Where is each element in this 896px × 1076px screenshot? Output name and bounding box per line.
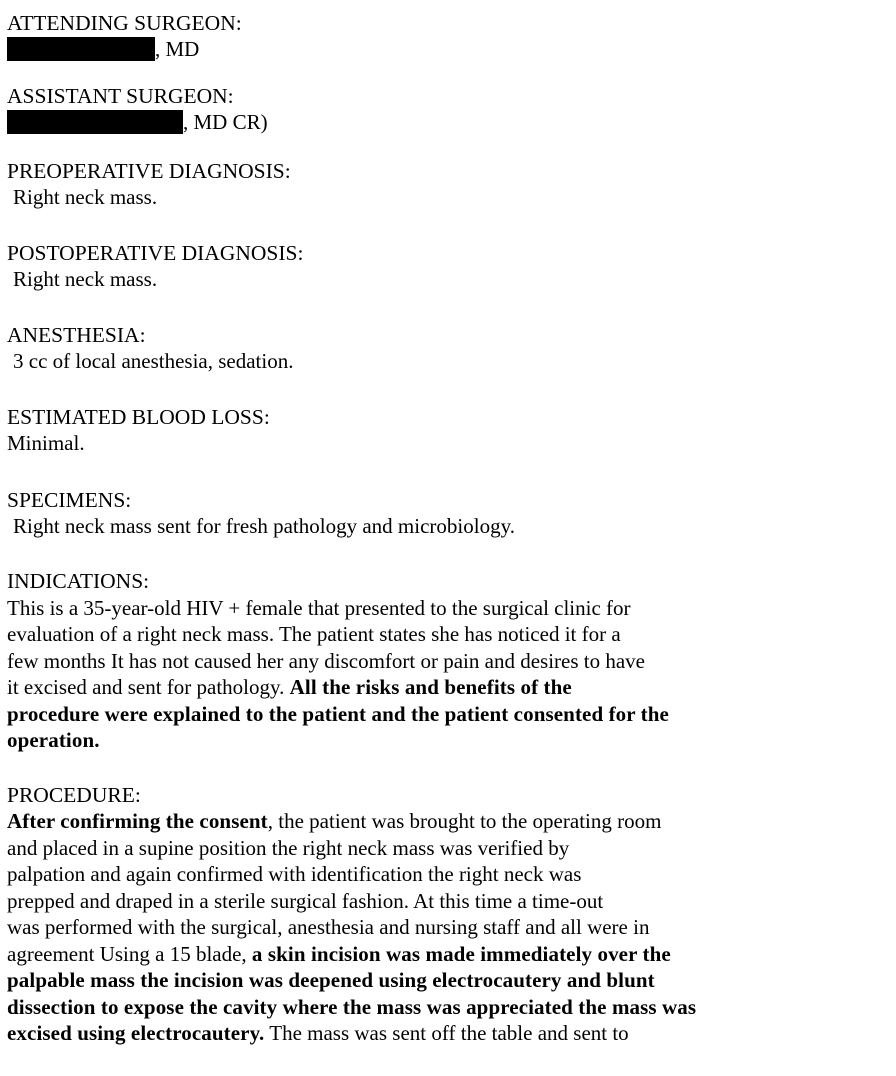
anesthesia-heading: ANESTHESIA:: [7, 323, 146, 347]
indications-line: [7, 674, 891, 701]
procedure-line-text: The mass was sent off the table and sent to: [264, 1021, 629, 1045]
postoperative-diagnosis-heading: POSTOPERATIVE DIAGNOSIS:: [7, 241, 304, 265]
procedure-line: [7, 941, 891, 968]
preoperative-diagnosis-heading: PREOPERATIVE DIAGNOSIS:: [7, 159, 291, 183]
indications-line: few months It has not caused her any discomfort or pain and desires to have: [7, 648, 645, 673]
procedure-bold-text: After confirming the consent: [7, 809, 268, 833]
attending-surgeon-suffix: , MD: [155, 37, 200, 61]
assistant-surgeon-heading: ASSISTANT SURGEON:: [7, 84, 234, 108]
specimens-text: Right neck mass sent for fresh pathology and microbiology.: [13, 514, 515, 538]
procedure-section: [7, 782, 891, 1047]
preoperative-diagnosis-text: Right neck mass.: [13, 185, 158, 209]
indications-section: [7, 568, 891, 754]
procedure-line: was performed with the surgical, anesthesia and nursing staff and all were in: [7, 915, 650, 939]
postoperative-diagnosis-section: [7, 240, 891, 292]
indications-line: evaluation of a right neck mass. The patient states she has noticed it for a: [7, 622, 621, 646]
assistant-surgeon-name: [7, 109, 891, 135]
procedure-bold-line: dissection to expose the cavity where the mass was appreciated the mass was: [7, 994, 697, 1019]
attending-surgeon-name: [7, 36, 891, 62]
assistant-surgeon-suffix: , MD CR): [183, 110, 268, 134]
specimens-section: [7, 487, 891, 539]
specimens-heading: SPECIMENS:: [7, 488, 132, 512]
procedure-heading: PROCEDURE:: [7, 782, 141, 807]
estimated-blood-loss-heading: ESTIMATED BLOOD LOSS:: [7, 405, 270, 429]
estimated-blood-loss-section: [7, 404, 891, 456]
indications-line-text: it excised and sent for pathology.: [7, 675, 290, 699]
procedure-bold-text: excised using electrocautery.: [7, 1021, 265, 1045]
procedure-line: [7, 808, 891, 835]
indications-heading: INDICATIONS:: [7, 569, 150, 593]
postoperative-diagnosis-text: Right neck mass.: [13, 267, 158, 291]
procedure-bold-text: a skin incision was made immediately over the: [251, 941, 671, 966]
redaction-bar: [7, 110, 183, 134]
anesthesia-text: 3 cc of local anesthesia, sedation.: [13, 349, 294, 373]
procedure-bold-line: palpable mass the incision was deepened using electrocautery and blunt: [7, 968, 655, 992]
indications-bold-line: operation.: [7, 728, 100, 752]
attending-surgeon-section: [7, 10, 891, 62]
redaction-bar: [7, 37, 155, 61]
indications-bold-line: procedure were explained to the patient and the patient consented for the: [7, 701, 669, 726]
procedure-line: palpation and again confirmed with identification the right neck was: [7, 862, 582, 886]
assistant-surgeon-section: [7, 83, 891, 135]
procedure-line: [7, 1020, 891, 1047]
procedure-line: prepped and draped in a sterile surgical fashion. At this time a time-out: [7, 888, 604, 913]
procedure-line: and placed in a supine position the right neck mass was verified by: [7, 835, 570, 860]
anesthesia-section: [7, 322, 891, 374]
procedure-line-text: agreement Using a 15 blade,: [7, 941, 252, 966]
indications-line: This is a 35-year-old HIV + female that presented to the surgical clinic for: [7, 595, 631, 620]
attending-surgeon-heading: ATTENDING SURGEON:: [7, 11, 242, 35]
preoperative-diagnosis-section: [7, 158, 891, 210]
indications-bold-text: All the risks and benefits of the: [289, 675, 572, 699]
estimated-blood-loss-text: Minimal.: [7, 431, 85, 455]
procedure-line-text: , the patient was brought to the operating room: [267, 809, 662, 833]
operative-report: [7, 10, 891, 1047]
